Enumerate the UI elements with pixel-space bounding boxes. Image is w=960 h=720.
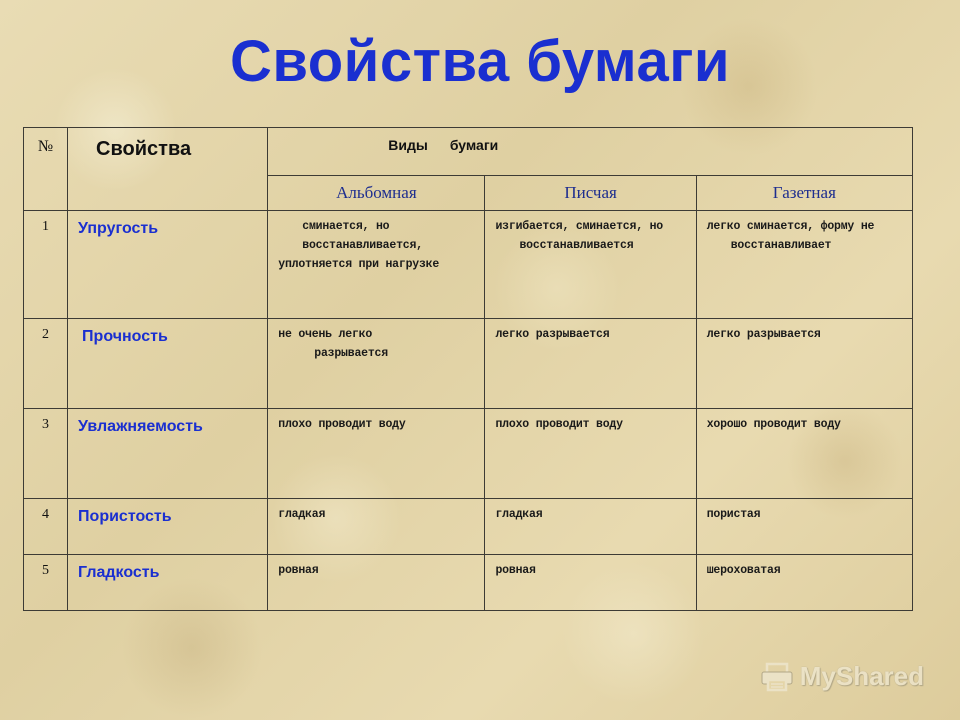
header-paper-types	[268, 128, 913, 176]
header-types-word2: бумаги	[449, 137, 499, 153]
row-property: Пористость	[68, 499, 268, 555]
row-number: 5	[24, 555, 68, 611]
cell-pischaya: плохо проводит воду	[485, 409, 696, 499]
cell-albom: гладкая	[268, 499, 485, 555]
cell-pischaya: гладкая	[485, 499, 696, 555]
cell-line: легко сминается, форму не	[706, 220, 875, 233]
table-row	[24, 555, 913, 611]
cell-albom: плохо проводит воду	[268, 409, 485, 499]
cell-line: восстанавливается,	[302, 239, 423, 252]
cell-gazetnaya	[696, 211, 912, 319]
printer-logo-icon	[760, 662, 794, 692]
row-property: Упругость	[68, 211, 268, 319]
cell-albom	[268, 319, 485, 409]
cell-gazetnaya: шероховатая	[696, 555, 912, 611]
cell-line: восстанавливает	[730, 239, 832, 252]
table-row	[24, 409, 913, 499]
watermark-text: MyShared	[799, 661, 924, 691]
cell-line: уплотняется при нагрузке	[278, 258, 440, 271]
cell-pischaya: ровная	[485, 555, 696, 611]
cell-line: разрывается	[314, 347, 388, 360]
cell-gazetnaya: легко разрывается	[696, 319, 912, 409]
cell-line: изгибается, сминается, но	[495, 220, 664, 233]
row-number: 2	[24, 319, 68, 409]
cell-pischaya: легко разрывается	[485, 319, 696, 409]
header-gazetnaya: Газетная	[696, 176, 912, 211]
header-albom: Альбомная	[268, 176, 485, 211]
cell-line: восстанавливается	[519, 239, 634, 252]
cell-albom: ровная	[268, 555, 485, 611]
table-row	[24, 319, 913, 409]
row-property: Гладкость	[68, 555, 268, 611]
paper-properties-table	[23, 127, 913, 611]
cell-pischaya	[485, 211, 696, 319]
myshared-watermark	[760, 661, 924, 692]
cell-line: не очень легко	[278, 328, 373, 341]
row-property: Увлажняемость	[68, 409, 268, 499]
cell-gazetnaya: хорошо проводит воду	[696, 409, 912, 499]
row-number: 4	[24, 499, 68, 555]
table-row	[24, 211, 913, 319]
page-title: Свойства бумаги	[229, 29, 731, 94]
header-number: №	[24, 128, 68, 211]
cell-line: сминается, но	[302, 220, 390, 233]
cell-gazetnaya: пористая	[696, 499, 912, 555]
header-pischaya: Писчая	[485, 176, 696, 211]
row-property: Прочность	[68, 319, 268, 409]
cell-albom	[268, 211, 485, 319]
row-number: 3	[24, 409, 68, 499]
header-types-word1: Виды	[388, 137, 428, 153]
header-property: Свойства	[68, 128, 268, 211]
row-number: 1	[24, 211, 68, 319]
table-row	[24, 499, 913, 555]
table-header-row	[24, 128, 913, 176]
